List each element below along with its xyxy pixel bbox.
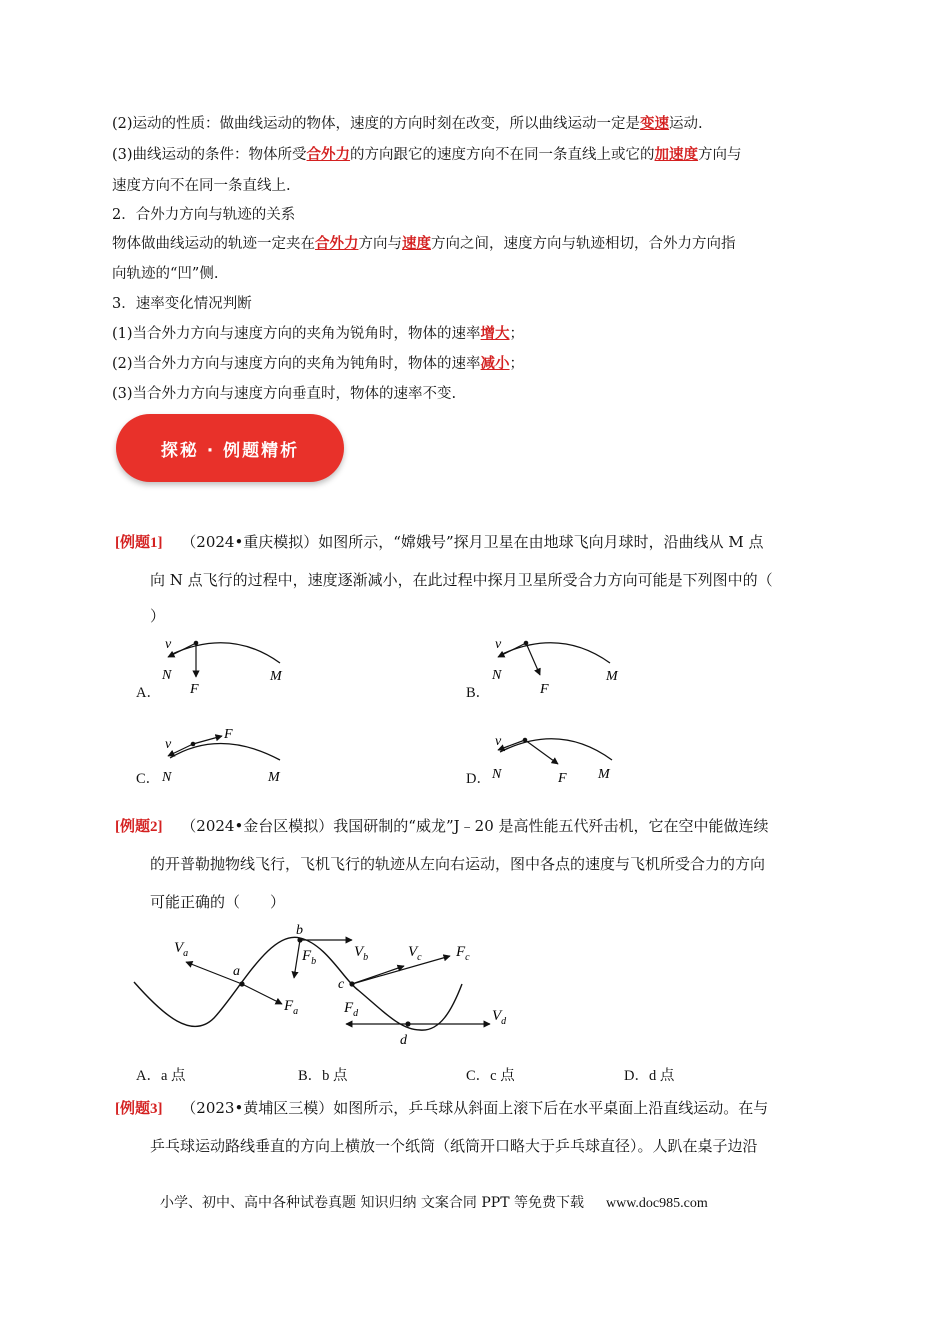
label-vb: $V_b$ <box>354 944 369 963</box>
footer-text: 小学、初中、高中各种试卷真题 知识归纳 文案合同 PPT 等免费下载 <box>160 1195 584 1211</box>
example2-line1: [例题2] （2024•金台区模拟）我国研制的“威龙”J﹣20 是高性能五代歼击机，它在空中能做连续 <box>115 817 769 835</box>
highlight-variable-speed: 变速 <box>640 115 670 132</box>
option-d-diagram <box>488 722 628 792</box>
paragraph-force-trajectory: 物体做曲线运动的轨迹一定夹在合外力方向与速度方向之间，速度方向与轨迹相切，合外力方向指 <box>112 235 736 252</box>
rule-perpendicular: (3)当合外力方向与速度方向垂直时，物体的速率不变. <box>112 386 457 402</box>
example2-tag: [例题2] <box>115 819 163 835</box>
option-b-label: B． <box>466 685 491 701</box>
point-d-label: d <box>400 1033 407 1048</box>
label-m: M <box>598 767 610 782</box>
label-v: v <box>495 637 502 652</box>
label-f: F <box>190 682 199 697</box>
highlight-net-force-2: 合外力 <box>315 235 359 252</box>
point-b-label: b <box>296 923 303 938</box>
example3-line2: 乒乓球运动路线垂直的方向上横放一个纸筒（纸筒开口略大于乒乓球直径）。人趴在桌子边沿 <box>150 1137 758 1155</box>
paragraph-curve-condition: (3)曲线运动的条件：物体所受合外力的方向跟它的速度方向不在同一条直线上或它的加速度方向与 <box>112 146 742 163</box>
example3-line1: [例题3] （2023•黄埔区三模）如图所示，乒乓球从斜面上滚下后在水平桌面上沿直线运动。在与 <box>115 1099 769 1117</box>
label-n: N <box>162 770 172 785</box>
label-fb: $F_b$ <box>302 948 317 967</box>
ex2-option-d: D．d 点 <box>624 1068 675 1084</box>
label-fa: $F_a$ <box>284 998 299 1017</box>
label-f: F <box>558 771 567 786</box>
footer-url[interactable]: www.doc985.com <box>605 1196 708 1211</box>
highlight-velocity: 速度 <box>402 235 431 252</box>
point-c-label: c <box>338 977 345 992</box>
label-m: M <box>606 669 618 684</box>
label-n: N <box>492 668 502 683</box>
label-va: $V_a$ <box>174 940 189 959</box>
option-a-diagram <box>158 633 298 703</box>
rule-obtuse-angle: (2)当合外力方向与速度方向的夹角为钝角时，物体的速率减小； <box>112 355 525 372</box>
highlight-acceleration: 加速度 <box>654 146 699 163</box>
ex2-option-a: A．a 点 <box>136 1068 186 1084</box>
heading-force-trajectory: 2．合外力方向与轨迹的关系 <box>112 207 296 223</box>
paragraph-curve-condition-cont: 速度方向不在同一条直线上. <box>112 178 291 194</box>
label-v: v <box>495 734 502 749</box>
highlight-net-force: 合外力 <box>306 146 351 163</box>
example2-diagram <box>130 920 530 1050</box>
label-fc: $F_c$ <box>456 944 470 963</box>
label-n: N <box>492 767 502 782</box>
highlight-decrease: 减小 <box>480 355 510 372</box>
example2-line2: 的开普勒抛物线飞行，飞机飞行的轨迹从左向右运动，图中各点的速度与飞机所受合力的方向 <box>150 855 766 873</box>
banner-label: 探秘 · 例题精析 <box>160 440 300 461</box>
option-c-label: C． <box>136 771 161 787</box>
paragraph-force-trajectory-cont: 向轨迹的“凹”侧. <box>112 266 219 282</box>
ex2-option-b: B．b 点 <box>298 1068 348 1084</box>
example2-line3: 可能正确的（ ） <box>150 893 286 911</box>
label-f: F <box>224 727 233 742</box>
label-vd: $V_d$ <box>492 1008 507 1027</box>
option-a-label: A． <box>136 685 161 701</box>
label-m: M <box>268 770 280 785</box>
rule-acute-angle: (1)当合外力方向与速度方向的夹角为锐角时，物体的速率增大； <box>112 325 525 342</box>
highlight-increase: 增大 <box>480 325 510 342</box>
label-m: M <box>270 669 282 684</box>
label-n: N <box>162 668 172 683</box>
section-banner <box>116 414 344 482</box>
paragraph-motion-nature: (2)运动的性质：做曲线运动的物体，速度的方向时刻在改变，所以曲线运动一定是变速运动. <box>112 115 703 132</box>
example1-line2: 向 N 点飞行的过程中，速度逐渐减小，在此过程中探月卫星所受合力方向可能是下列图中的（ <box>150 571 773 589</box>
label-f: F <box>540 682 549 697</box>
label-v: v <box>165 737 172 752</box>
option-b-diagram <box>488 633 628 703</box>
heading-speed-change: 3．速率变化情况判断 <box>112 296 252 312</box>
example1-line3: ） <box>150 607 166 625</box>
example3-tag: [例题3] <box>115 1101 163 1117</box>
label-fd: $F_d$ <box>344 1000 359 1019</box>
label-vc: $V_c$ <box>408 944 422 963</box>
option-d-label: D． <box>466 771 491 787</box>
example1-tag: [例题1] <box>115 535 163 551</box>
example1-line1: [例题1] （2024•重庆模拟）如图所示，“嫦娥号”探月卫星在由地球飞向月球时，沿曲线从 M 点 <box>115 533 764 551</box>
label-v: v <box>165 637 172 652</box>
point-a-label: a <box>233 964 240 979</box>
page-footer <box>160 1192 708 1212</box>
option-c-diagram <box>158 722 298 792</box>
ex2-option-c: C．c 点 <box>466 1068 515 1084</box>
